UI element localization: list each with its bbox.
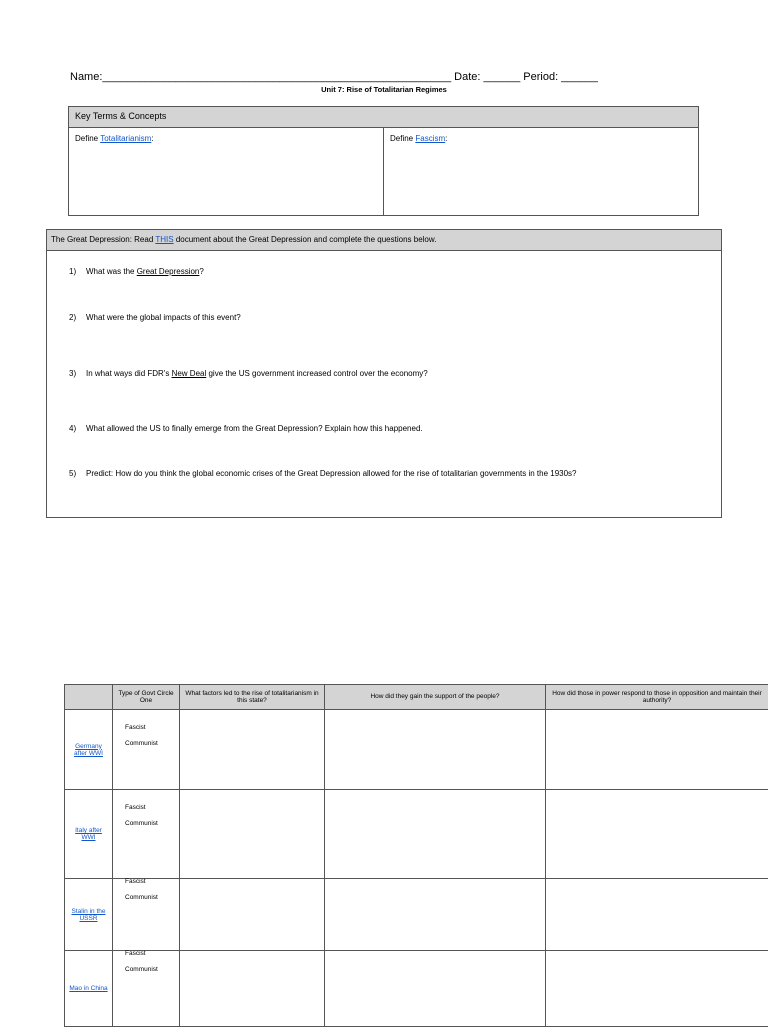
question-5 [69,469,576,478]
question-text: In what ways did FDR's [86,369,172,378]
communist-option[interactable]: Communist [125,966,179,973]
germany-link[interactable]: Germany after WWI [74,743,103,757]
header-factors: What factors led to the rise of totalitarianism in this state? [180,685,325,710]
state-cell[interactable] [65,951,113,1027]
question-text: What was the [86,267,137,276]
header-state [65,685,113,710]
question-text-end: ? [199,267,203,276]
question-3 [69,369,428,378]
communist-option[interactable]: Communist [125,740,179,747]
china-link[interactable]: Mao in China [69,985,107,992]
italy-link[interactable]: Italy after WWI [75,827,102,841]
question-number: 5) [69,469,86,478]
totalitarianism-link[interactable]: Totalitarianism [100,134,151,143]
great-depression-box [46,229,722,518]
ussr-link[interactable]: Stalin in the USSR [72,908,106,922]
question-term: New Deal [172,369,207,378]
header-govt-type: Type of Govt Circle One [113,685,180,710]
key-terms-title: Key Terms & Concepts [69,107,698,128]
header-opposition: How did those in power respond to those in opposition and maintain their authority? [546,685,768,710]
fascism-link[interactable]: Fascism [415,134,445,143]
define-label: Define [390,134,415,143]
fascist-option[interactable]: Fascist [125,950,179,957]
intro-text: The Great Depression: Read [51,235,155,244]
fascist-option[interactable]: Fascist [125,724,179,731]
support-answer-cell[interactable] [325,710,546,790]
opposition-answer-cell[interactable] [546,879,768,951]
govt-type-cell[interactable] [113,710,180,790]
table-row [65,710,768,790]
factors-answer-cell[interactable] [180,951,325,1027]
factors-answer-cell[interactable] [180,790,325,879]
question-number: 1) [69,267,86,276]
table-header-row [65,685,768,710]
table-row [65,951,768,1027]
state-cell[interactable] [65,790,113,879]
state-cell[interactable] [65,710,113,790]
govt-type-cell[interactable] [113,879,180,951]
opposition-answer-cell[interactable] [546,790,768,879]
support-answer-cell[interactable] [325,879,546,951]
question-number: 3) [69,369,86,378]
factors-answer-cell[interactable] [180,710,325,790]
define-label: Define [75,134,100,143]
question-text-end: give the US government increased control over the economy? [206,369,427,378]
govt-type-cell[interactable] [113,951,180,1027]
colon: : [445,134,447,143]
key-terms-box [68,106,699,216]
question-text: What were the global impacts of this event? [86,313,241,322]
student-info-line[interactable]: Name:_________________________________________________________ Date: ______ Period: ______ [70,71,598,83]
table-row [65,790,768,879]
table-row [65,879,768,951]
fascist-option[interactable]: Fascist [125,878,179,885]
header-support: How did they gain the support of the people? [325,685,546,710]
question-1 [69,267,204,276]
this-document-link[interactable]: THIS [155,235,173,244]
fascist-option[interactable]: Fascist [125,804,179,811]
question-number: 4) [69,424,86,433]
question-text: What allowed the US to finally emerge from the Great Depression? Explain how this happened. [86,424,423,433]
support-answer-cell[interactable] [325,951,546,1027]
colon: : [151,134,153,143]
question-text: Predict: How do you think the global economic crises of the Great Depression allowed for the rise of totalitarian governments in the 1930s? [86,469,576,478]
question-4 [69,424,423,433]
communist-option[interactable]: Communist [125,820,179,827]
great-depression-intro [47,230,721,251]
govt-type-cell[interactable] [113,790,180,879]
question-2 [69,313,241,322]
opposition-answer-cell[interactable] [546,951,768,1027]
regimes-table [64,684,768,1027]
factors-answer-cell[interactable] [180,879,325,951]
opposition-answer-cell[interactable] [546,710,768,790]
communist-option[interactable]: Communist [125,894,179,901]
question-number: 2) [69,313,86,322]
intro-text-end: document about the Great Depression and complete the questions below. [174,235,437,244]
define-totalitarianism-cell[interactable] [69,128,383,215]
state-cell[interactable] [65,879,113,951]
support-answer-cell[interactable] [325,790,546,879]
unit-title: Unit 7: Rise of Totalitarian Regimes [0,85,768,94]
question-term: Great Depression [137,267,200,276]
define-fascism-cell[interactable] [383,128,698,215]
